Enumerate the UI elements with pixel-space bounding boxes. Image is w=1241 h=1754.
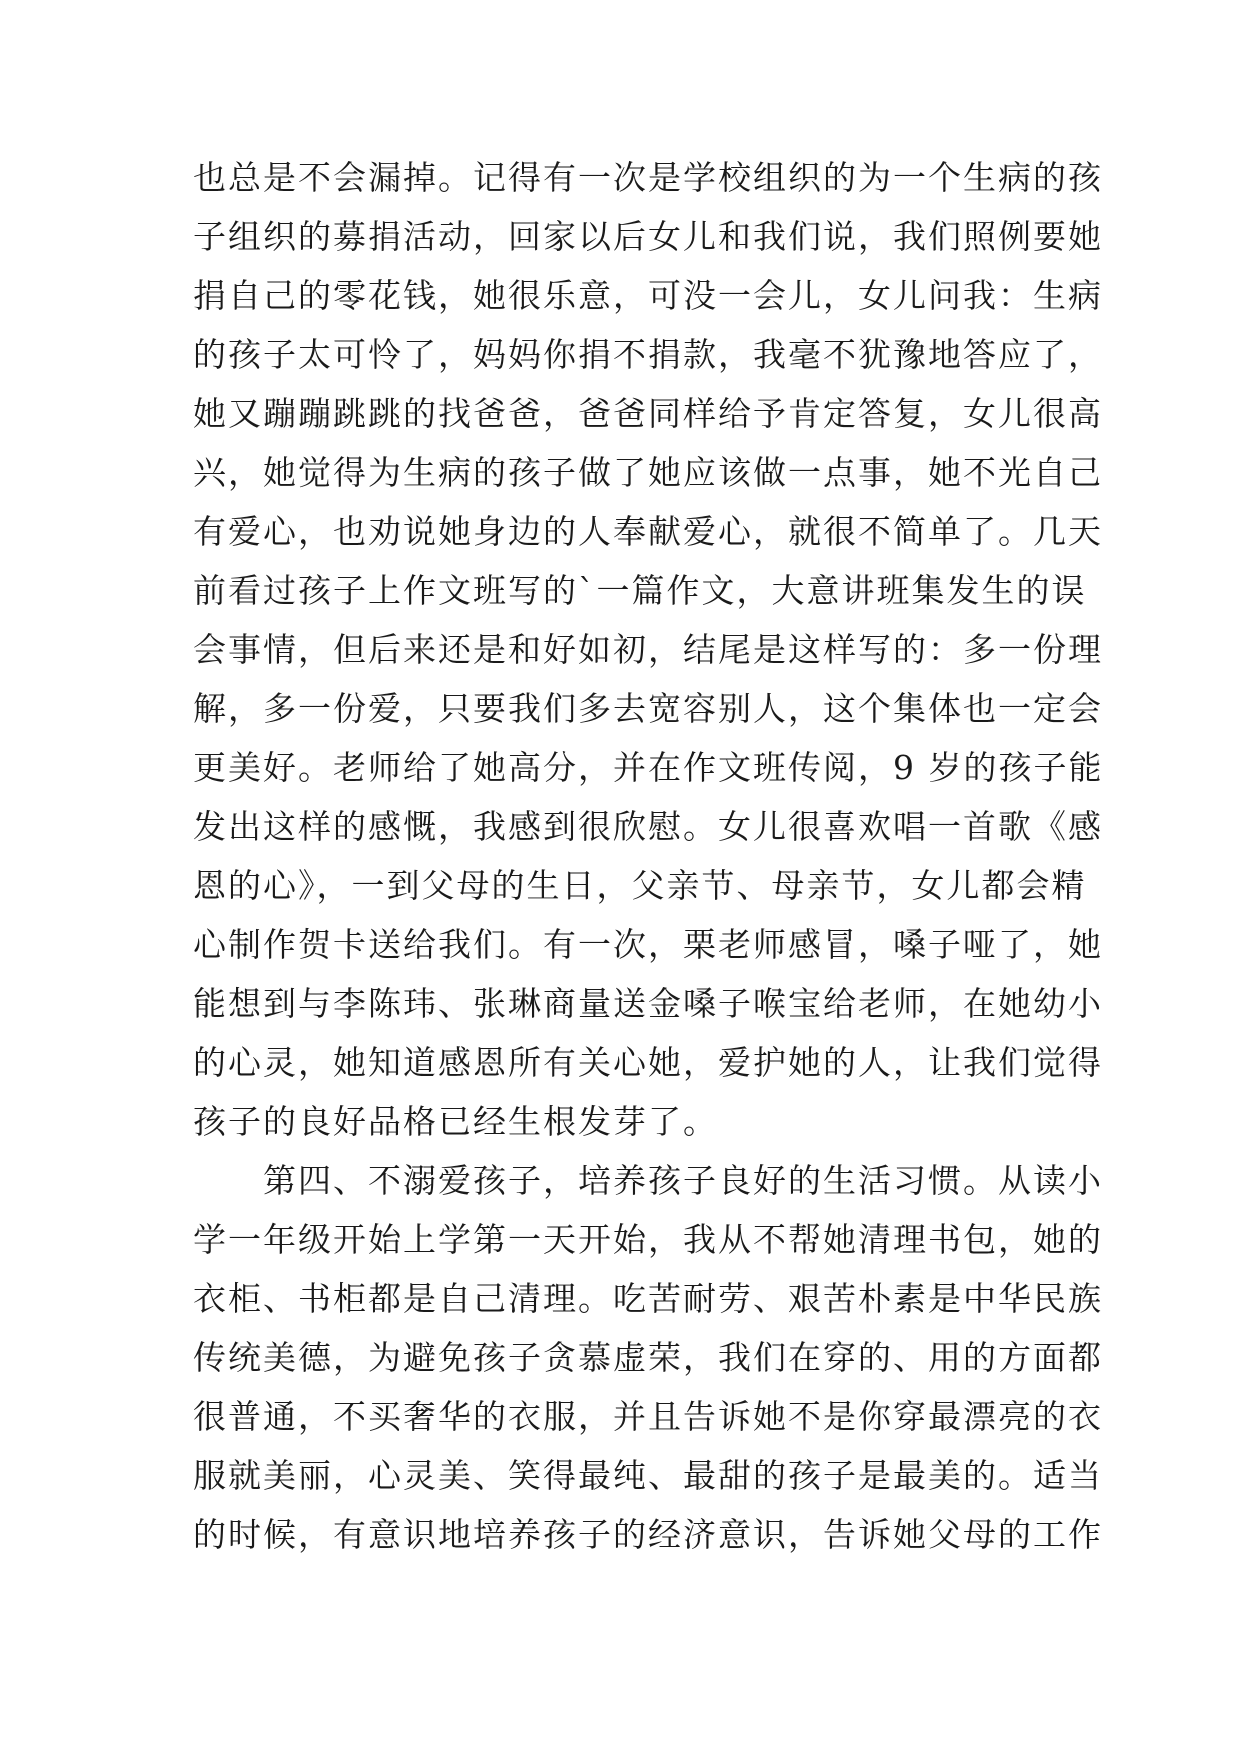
text-line: 也总是不会漏掉。记得有一次是学校组织的为一个生病的孩 xyxy=(193,158,1103,197)
document-body xyxy=(193,148,1104,1564)
text-line: 的孩子太可怜了，妈妈你捐不捐款，我毫不犹豫地答应了， xyxy=(193,335,1103,374)
text-line: 更美好。老师给了她高分，并在作文班传阅，9 岁的孩子能 xyxy=(193,748,1104,787)
text-line: 衣柜、书柜都是自己清理。吃苦耐劳、艰苦朴素是中华民族 xyxy=(193,1279,1103,1318)
text-line: 的心灵，她知道感恩所有关心她，爱护她的人，让我们觉得 xyxy=(193,1043,1103,1082)
text-line: 发出这样的感慨，我感到很欣慰。女儿很喜欢唱一首歌《感 xyxy=(193,807,1103,846)
text-line: 心制作贺卡送给我们。有一次，栗老师感冒，嗓子哑了，她 xyxy=(193,925,1103,964)
text-line: 前看过孩子上作文班写的`一篇作文，大意讲班集发生的误 xyxy=(193,571,1087,610)
text-line: 捐自己的零花钱，她很乐意，可没一会儿，女儿问我：生病 xyxy=(193,276,1103,315)
text-line: 她又蹦蹦跳跳的找爸爸，爸爸同样给予肯定答复，女儿很高 xyxy=(193,394,1103,433)
text-line: 传统美德，为避免孩子贪慕虚荣，我们在穿的、用的方面都 xyxy=(193,1338,1103,1377)
text-line: 有爱心，也劝说她身边的人奉献爱心，就很不简单了。几天 xyxy=(193,512,1103,551)
text-line: 能想到与李陈玮、张琳商量送金嗓子喉宝给老师，在她幼小 xyxy=(193,984,1103,1023)
text-line: 兴，她觉得为生病的孩子做了她应该做一点事，她不光自己 xyxy=(193,453,1103,492)
text-line: 解，多一份爱，只要我们多去宽容别人，这个集体也一定会 xyxy=(193,689,1103,728)
text-line: 很普通，不买奢华的衣服，并且告诉她不是你穿最漂亮的衣 xyxy=(193,1397,1103,1436)
text-line: 恩的心》，一到父母的生日，父亲节、母亲节，女儿都会精 xyxy=(193,866,1087,905)
text-line: 学一年级开始上学第一天开始，我从不帮她清理书包，她的 xyxy=(193,1220,1103,1259)
text-line: 孩子的良好品格已经生根发芽了。 xyxy=(193,1102,718,1141)
text-line: 子组织的募捐活动，回家以后女儿和我们说，我们照例要她 xyxy=(193,217,1103,256)
paragraph-start-line: 第四、不溺爱孩子，培养孩子良好的生活习惯。从读小 xyxy=(193,1161,1103,1200)
text-line: 会事情，但后来还是和好如初，结尾是这样写的：多一份理 xyxy=(193,630,1103,669)
text-line: 服就美丽，心灵美、笑得最纯、最甜的孩子是最美的。适当 xyxy=(193,1456,1103,1495)
text-line: 的时候，有意识地培养孩子的经济意识，告诉她父母的工作 xyxy=(193,1515,1103,1554)
